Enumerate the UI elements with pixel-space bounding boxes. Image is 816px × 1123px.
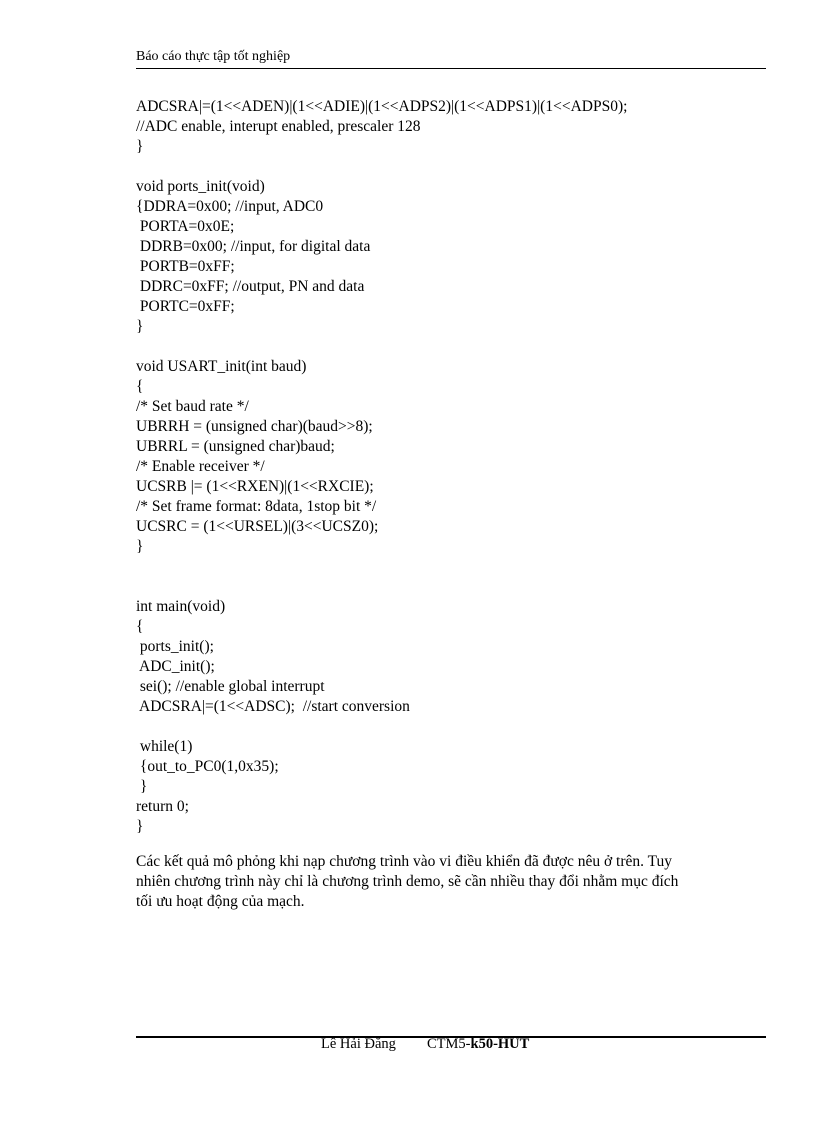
code-line: int main(void) — [136, 598, 226, 615]
blank-line — [136, 337, 776, 357]
code-line: while(1) — [136, 738, 193, 755]
code-line: DDRC=0xFF; //output, PN and data — [136, 278, 365, 295]
code-line: /* Set frame format: 8data, 1stop bit */ — [136, 498, 377, 515]
code-group-main — [136, 597, 776, 717]
code-line: } — [136, 818, 144, 835]
code-listing — [136, 97, 776, 837]
header-divider — [136, 68, 766, 69]
code-line: ADCSRA|=(1<<ADSC); //start conversion — [136, 698, 410, 715]
code-line: DDRB=0x00; //input, for digital data — [136, 238, 371, 255]
code-line: {out_to_PC0(1,0x35); — [136, 758, 279, 775]
footer-class — [427, 1036, 529, 1053]
blank-line — [136, 557, 776, 577]
blank-line — [136, 577, 776, 597]
results-paragraph — [136, 852, 776, 912]
code-group-main-loop — [136, 737, 776, 837]
code-line: } — [136, 538, 144, 555]
code-group-adc-init-tail — [136, 97, 776, 157]
blank-line — [136, 717, 776, 737]
code-line: } — [136, 318, 144, 335]
code-line: PORTC=0xFF; — [136, 298, 235, 315]
footer-class-suffix: k50-HUT — [470, 1036, 530, 1052]
code-line: sei(); //enable global interrupt — [136, 678, 325, 695]
code-line: UCSRC = (1<<URSEL)|(3<<UCSZ0); — [136, 518, 379, 535]
code-line: /* Enable receiver */ — [136, 458, 265, 475]
code-line: { — [136, 378, 144, 395]
code-line: UBRRL = (unsigned char)baud; — [136, 438, 335, 455]
footer-class-prefix: CTM5- — [427, 1036, 471, 1052]
code-line: //ADC enable, interupt enabled, prescaler 128 — [136, 118, 421, 135]
code-line: UCSRB |= (1<<RXEN)|(1<<RXCIE); — [136, 478, 374, 495]
code-line: PORTB=0xFF; — [136, 258, 235, 275]
footer-author: Lê Hải Đăng — [321, 1036, 396, 1052]
code-line: ADC_init(); — [136, 658, 215, 675]
code-line: /* Set baud rate */ — [136, 398, 249, 415]
code-line: PORTA=0x0E; — [136, 218, 235, 235]
code-line: ports_init(); — [136, 638, 214, 655]
code-line: } — [136, 138, 144, 155]
paragraph-line: Các kết quả mô phỏng khi nạp chương trình vào vi điều khiển đã được nêu ở trên. Tuy — [136, 853, 673, 870]
blank-line — [136, 157, 776, 177]
code-line: void USART_init(int baud) — [136, 358, 307, 375]
code-line: ADCSRA|=(1<<ADEN)|(1<<ADIE)|(1<<ADPS2)|(1<<ADPS1)|(1<<ADPS0); — [136, 98, 628, 115]
page-header-title: Báo cáo thực tập tốt nghiệp — [136, 49, 291, 64]
code-group-ports-init — [136, 177, 776, 337]
code-group-usart-init — [136, 357, 776, 557]
code-line: UBRRH = (unsigned char)(baud>>8); — [136, 418, 373, 435]
code-line: { — [136, 618, 144, 635]
code-line: return 0; — [136, 798, 189, 815]
code-line: } — [136, 778, 148, 795]
code-line: void ports_init(void) — [136, 178, 265, 195]
paragraph-line: nhiên chương trình này chỉ là chương trình demo, sẽ cần nhiều thay đổi nhằm mục đích — [136, 873, 679, 890]
code-line: {DDRA=0x00; //input, ADC0 — [136, 198, 324, 215]
paragraph-line: tối ưu hoạt động của mạch. — [136, 893, 305, 910]
